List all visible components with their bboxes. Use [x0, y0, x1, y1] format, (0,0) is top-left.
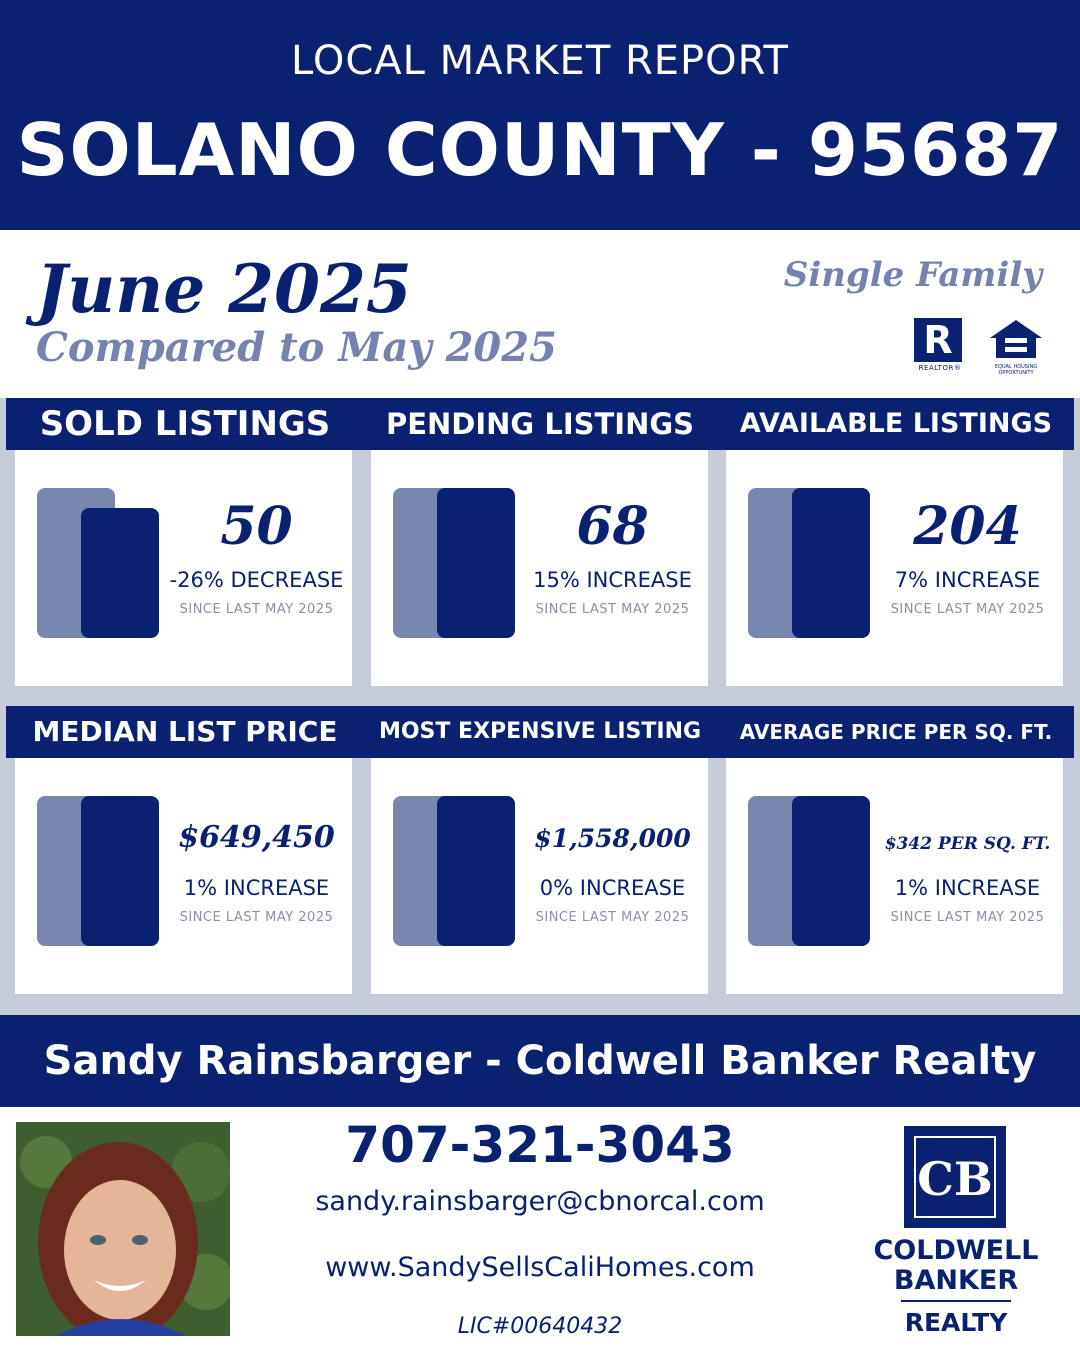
card-graphic-front	[792, 488, 870, 638]
brokerage-line-2: BANKER	[893, 1265, 1019, 1296]
equal-housing-icon	[988, 318, 1044, 374]
pending-listings-since: SINCE LAST MAY 2025	[535, 602, 690, 617]
heading-average-price-sqft: AVERAGE PRICE PER SQ. FT.	[739, 720, 1053, 744]
house-icon	[988, 318, 1044, 360]
agent-phone[interactable]: 707-321-3043	[345, 1116, 735, 1174]
agent-email[interactable]: sandy.rainsbarger@cbnorcal.com	[315, 1186, 765, 1217]
heading-most-expensive-listing: MOST EXPENSIVE LISTING	[378, 719, 702, 744]
card-graphic-front	[81, 796, 159, 946]
cb-monogram: CB	[914, 1136, 996, 1218]
eho-caption-1: EQUAL HOUSING	[994, 364, 1038, 370]
average-price-sqft-value: $342 PER SQ. FT.	[884, 834, 1051, 854]
agent-license: LIC#00640432	[457, 1314, 623, 1339]
sold-listings-change: -26% DECREASE	[169, 568, 344, 592]
card-graphic-front	[437, 488, 515, 638]
sold-listings-since: SINCE LAST MAY 2025	[179, 602, 334, 617]
property-type: Single Family	[783, 255, 1042, 295]
card-most-expensive-listing	[371, 758, 708, 994]
report-subtitle: LOCAL MARKET REPORT	[291, 38, 789, 84]
heading-sold-listings: SOLD LISTINGS	[39, 404, 331, 444]
card-sold-listings	[15, 450, 352, 686]
sold-listings-value: 50	[220, 496, 293, 557]
card-graphic-front	[792, 796, 870, 946]
most-expensive-listing-since: SINCE LAST MAY 2025	[535, 910, 690, 925]
pending-listings-value: 68	[576, 496, 649, 557]
header-banner	[0, 0, 1080, 230]
stats-row-2	[0, 706, 1080, 1016]
card-average-price-sqft	[726, 758, 1063, 994]
eho-caption-2: OPPORTUNITY	[998, 370, 1034, 376]
brokerage-name	[866, 1236, 1046, 1337]
average-price-sqft-change: 1% INCREASE	[894, 876, 1041, 900]
median-list-price-value: $649,450	[178, 820, 335, 855]
realtor-caption: REALTOR®	[918, 364, 962, 372]
agent-photo	[16, 1122, 230, 1336]
median-list-price-change: 1% INCREASE	[183, 876, 330, 900]
report-month: June 2025	[36, 250, 412, 328]
heading-median-list-price: MEDIAN LIST PRICE	[32, 715, 338, 748]
coldwell-banker-logo-icon	[904, 1126, 1006, 1228]
pending-listings-change: 15% INCREASE	[533, 568, 692, 592]
heading-pending-listings: PENDING LISTINGS	[385, 407, 695, 441]
realtor-logo-icon	[914, 318, 966, 374]
card-available-listings	[726, 450, 1063, 686]
card-graphic-front	[81, 508, 159, 638]
agent-website[interactable]: www.SandySellsCaliHomes.com	[325, 1252, 755, 1283]
agent-banner: Sandy Rainsbarger - Coldwell Banker Realty	[0, 1015, 1080, 1107]
card-pending-listings	[371, 450, 708, 686]
available-listings-since: SINCE LAST MAY 2025	[890, 602, 1045, 617]
agent-portrait-icon	[16, 1122, 230, 1336]
brokerage-divider	[901, 1300, 1011, 1302]
average-price-sqft-since: SINCE LAST MAY 2025	[890, 910, 1045, 925]
median-list-price-since: SINCE LAST MAY 2025	[179, 910, 334, 925]
available-listings-value: 204	[913, 496, 1022, 557]
card-median-list-price	[15, 758, 352, 994]
report-title: SOLANO COUNTY - 95687	[16, 108, 1064, 192]
most-expensive-listing-value: $1,558,000	[534, 824, 691, 853]
heading-available-listings: AVAILABLE LISTINGS	[739, 408, 1053, 439]
comparison-period: Compared to May 2025	[36, 324, 557, 371]
brokerage-line-1: COLDWELL	[873, 1235, 1039, 1266]
available-listings-change: 7% INCREASE	[894, 568, 1041, 592]
stats-row-1	[0, 398, 1080, 708]
card-graphic-front	[437, 796, 515, 946]
most-expensive-listing-change: 0% INCREASE	[539, 876, 686, 900]
realtor-letter: R	[914, 318, 962, 362]
brokerage-line-3: REALTY	[904, 1308, 1008, 1337]
